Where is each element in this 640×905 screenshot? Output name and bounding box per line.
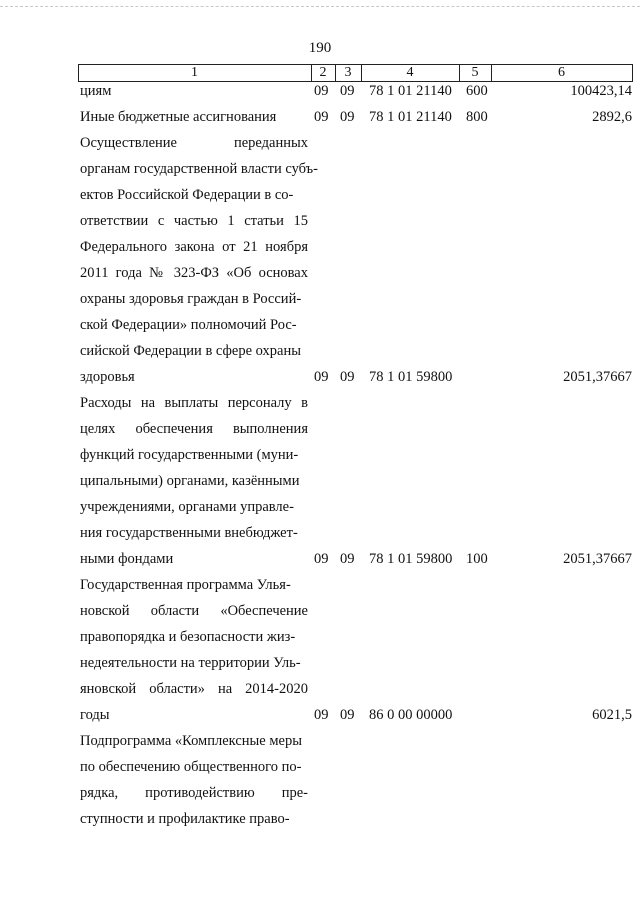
row-description-line: недеятельности на территории Уль-	[80, 655, 301, 671]
row-description-line: рядка, противодействию пре-	[80, 785, 308, 801]
row-description-line: сийской Федерации в сфере охраны	[80, 343, 301, 359]
table-row	[80, 130, 318, 390]
cell-section: 09	[314, 109, 329, 125]
row-description-line: ными фондами	[80, 551, 174, 567]
table-row	[80, 104, 308, 130]
row-description-line: учреждениями, органами управле-	[80, 499, 294, 515]
cell-subsection: 09	[340, 369, 355, 385]
cell-target-code: 86 0 00 00000	[369, 707, 453, 723]
row-description-line: новской области «Обеспечение	[80, 603, 308, 619]
cell-amount: 2892,6	[592, 109, 632, 125]
row-description-line: органам государственной власти субъ-	[80, 161, 318, 177]
cell-amount: 2051,37667	[563, 551, 632, 567]
table-row	[80, 390, 308, 572]
cell-target-code: 78 1 01 21140	[369, 109, 452, 125]
row-description-line: целях обеспечения выполнения	[80, 421, 308, 437]
cell-target-code: 78 1 01 59800	[369, 369, 453, 385]
cell-expense-type: 100	[466, 551, 488, 567]
table-row	[80, 572, 308, 728]
table-row	[80, 78, 308, 104]
cell-target-code: 78 1 01 21140	[369, 83, 452, 99]
row-description-line: здоровья	[80, 369, 135, 385]
row-description-line: Подпрограмма «Комплексные меры	[80, 733, 302, 749]
cell-amount: 100423,14	[570, 83, 632, 99]
header-col-1: 1	[191, 65, 198, 80]
cell-expense-type: 800	[466, 109, 488, 125]
row-description-line: ния государственными внебюджет-	[80, 525, 298, 541]
row-description-line: яновской области» на 2014-2020	[80, 681, 308, 697]
row-description-line: охраны здоровья граждан в Россий-	[80, 291, 302, 307]
cell-section: 09	[314, 369, 329, 385]
scan-artifact-line	[0, 6, 640, 7]
cell-subsection: 09	[340, 551, 355, 567]
row-description-line: по обеспечению общественного по-	[80, 759, 302, 775]
cell-section: 09	[314, 83, 329, 99]
row-description-line: ципальными) органами, казёнными	[80, 473, 300, 489]
row-description-line: правопорядка и безопасности жиз-	[80, 629, 296, 645]
row-description-line: Государственная программа Улья-	[80, 577, 291, 593]
row-description-line: 2011 года № 323-ФЗ «Об основах	[80, 265, 308, 281]
header-col-5: 5	[471, 65, 479, 80]
row-description-line: Расходы на выплаты персоналу в	[80, 395, 308, 411]
cell-subsection: 09	[340, 83, 355, 99]
cell-subsection: 09	[340, 109, 355, 125]
row-description-line: Федерального закона от 21 ноября	[80, 239, 308, 255]
row-description-line: годы	[80, 707, 110, 723]
header-col-4: 4	[406, 65, 414, 80]
row-description-line: циям	[80, 83, 112, 99]
cell-section: 09	[314, 551, 329, 567]
row-description-line: Иные бюджетные ассигнования	[80, 109, 277, 125]
header-col-6: 6	[558, 65, 565, 80]
table-row	[80, 728, 308, 832]
row-description-line: ектов Российской Федерации в со-	[80, 187, 294, 203]
cell-amount: 6021,5	[592, 707, 632, 723]
header-col-2: 2	[319, 65, 327, 80]
row-description-line: ской Федерации» полномочий Рос-	[80, 317, 297, 333]
row-description-line: Осуществление переданных	[80, 135, 308, 151]
row-description-line: функций государственными (муни-	[80, 447, 299, 463]
cell-expense-type: 600	[466, 83, 488, 99]
row-description-line: ступности и профилактике право-	[80, 811, 290, 827]
cell-amount: 2051,37667	[563, 369, 632, 385]
cell-target-code: 78 1 01 59800	[369, 551, 453, 567]
header-col-3: 3	[344, 65, 352, 80]
col-border	[632, 64, 633, 81]
cell-subsection: 09	[340, 707, 355, 723]
page-number: 190	[308, 40, 332, 56]
cell-section: 09	[314, 707, 329, 723]
row-description-line: ответствии с частью 1 статьи 15	[80, 213, 308, 229]
